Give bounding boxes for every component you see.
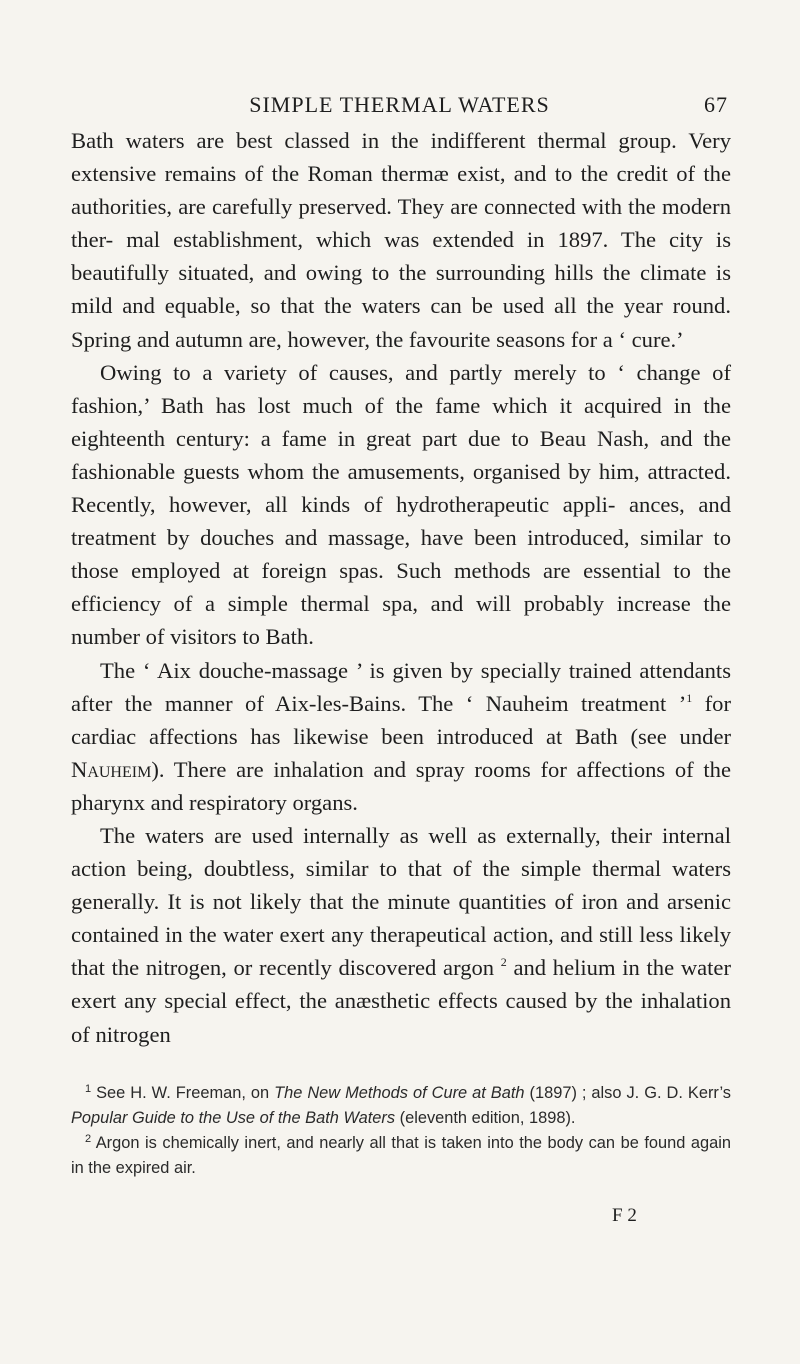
page-number: 67 [704, 92, 728, 117]
paragraph-4-text-b: and helium in the water exert any special effect, the anæsthetic effects caused by the inhalation of nitrogen [71, 955, 731, 1047]
paragraph-4-text-a: The waters are used internally as well as externally, their internal action being, doubtless, similar to that of the simple thermal waters generally. It is not likely that the minute quantities of iron and arsenic contained in the water exert any therapeutical action, and still less likely that the nitrogen, or recently discovered argon [71, 822, 731, 981]
footnote-ref-1[interactable]: 1 [686, 690, 693, 705]
footnote-1-text-a: See H. W. Freeman, on [91, 1084, 275, 1102]
running-title: SIMPLE THERMAL WATERS [249, 92, 550, 117]
footnote-1-mark: 1 [85, 1083, 92, 1095]
footnote-1-title-2: Popular Guide to the Use of the Bath Waters [71, 1109, 396, 1127]
cross-reference-nauheim[interactable]: Nauheim [71, 756, 152, 782]
footnotes [71, 1081, 731, 1181]
footnote-1-text-b: (1897) ; also J. G. D. Kerr’s [524, 1084, 732, 1102]
paragraph-3-text-c: ). There are inhalation and spray rooms for affections of the pharynx and respiratory organs. [71, 756, 731, 815]
paragraph-3-text-b: for cardiac affections has likewise been introduced at Bath (see under [71, 690, 731, 749]
paragraph-3 [71, 654, 731, 819]
footnote-ref-2[interactable]: 2 [500, 955, 507, 970]
footnote-1-title-1: The New Methods of Cure at Bath [274, 1084, 525, 1102]
footnote-2-mark: 2 [85, 1133, 92, 1145]
footnote-2-text: Argon is chemically inert, and nearly all that is taken into the body can be found again in the expired air. [71, 1134, 731, 1177]
paragraph-1: Bath waters are best classed in the indifferent thermal group. Very extensive remains of the Roman thermæ exist, and to the credit of the authorities, are carefully preserved. They are connected with the modern ther- mal establishment, which was extended in 1897. The city is beautifully situated, and owing to the surrounding hills the climate is mild and equable, so that the waters can be used all the year round. Spring and autumn are, however, the favourite seasons for a ‘ cure.’ [71, 128, 731, 352]
paragraph-2: Owing to a variety of causes, and partly merely to ‘ change of fashion,’ Bath has lost much of the fame which it acquired in the eighteenth century: a fame in great part due to Beau Nash, and the fashionable guests whom the amusements, organised by him, attracted. Recently, however, all kinds of hydrotherapeutic appli- ances, and treatment by douches and massage, have been introduced, similar to those employed at foreign spas. Such methods are essential to the efficiency of a simple thermal spa, and will probably increase the number of visitors to Bath. [71, 359, 731, 650]
footnote-1 [71, 1081, 731, 1131]
body-text [71, 124, 731, 1051]
signature-mark: F 2 [612, 1205, 637, 1226]
paragraph-4 [71, 819, 731, 1051]
footnote-1-text-c: (eleventh edition, 1898). [395, 1109, 576, 1127]
paragraph-3-text-a: The ‘ Aix douche-massage ’ is given by specially trained attendants after the manner of Aix-les-Bains. The ‘ Nauheim treatment ’ [71, 657, 731, 716]
footnote-2 [71, 1131, 731, 1181]
